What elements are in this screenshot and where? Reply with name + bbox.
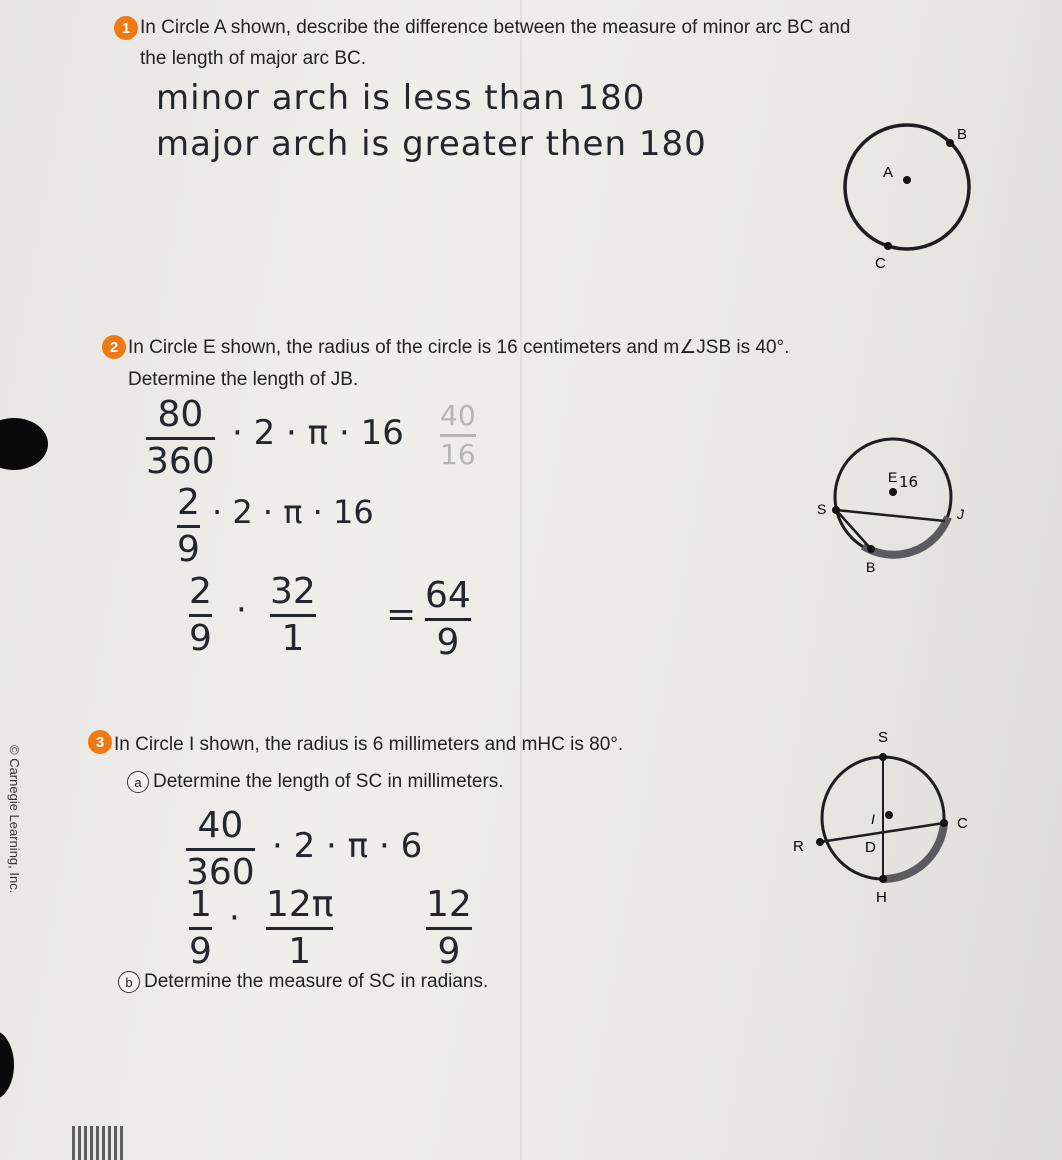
answer-1-line2: major arch is greater then 180 xyxy=(156,124,707,164)
frac-numerator: 40 xyxy=(197,805,244,846)
question-2-badge: 2 xyxy=(102,335,126,359)
work-2-equals: = xyxy=(386,594,417,635)
frac-bar xyxy=(266,927,333,930)
point-s xyxy=(879,753,887,761)
qr-code xyxy=(72,1126,124,1160)
work-3-line1-rest: · 2 · π · 6 xyxy=(272,826,423,866)
answer-1-line1: minor arch is less than 180 xyxy=(156,78,646,118)
point-r xyxy=(816,838,824,846)
question-1-badge: 1 xyxy=(114,16,138,40)
frac-bar xyxy=(189,927,212,930)
question-3-text: In Circle I shown, the radius is 6 millimeters and mHC is 80°. xyxy=(114,734,624,755)
circle-a-diagram xyxy=(835,115,995,275)
frac-numerator: 12 xyxy=(426,884,472,925)
work-3-frac-1-9 xyxy=(189,885,212,972)
circle-i-diagram xyxy=(785,720,985,920)
frac-bar xyxy=(270,614,316,617)
work-2-frac3-c xyxy=(425,576,471,663)
point-b xyxy=(867,545,875,553)
frac-denominator: 16 xyxy=(440,438,476,471)
question-2-text-line2: Determine the length of JB. xyxy=(128,369,359,390)
label-s: S xyxy=(878,729,889,746)
label-r: R xyxy=(793,838,804,855)
frac-denominator: 9 xyxy=(177,529,200,570)
question-2-text-line1: In Circle E shown, the radius of the circle is 16 centimeters and m∠JSB is 40°. xyxy=(128,337,790,358)
part-b-text: Determine the measure of SC in radians. xyxy=(144,971,489,992)
work-2-frac3-b xyxy=(270,572,316,659)
part-a-badge: a xyxy=(127,771,149,793)
point-s xyxy=(832,506,840,514)
copyright-side-text: © Carnegie Learning, Inc. xyxy=(7,745,22,894)
frac-bar xyxy=(440,434,476,437)
frac-numerator: 12π xyxy=(266,884,334,925)
frac-numerator: 1 xyxy=(189,884,212,925)
label-a: A xyxy=(883,164,894,181)
frac-denominator: 1 xyxy=(288,931,312,972)
work-3-dot: · xyxy=(229,898,240,938)
frac-numerator: 2 xyxy=(189,571,212,612)
center-e-point xyxy=(889,488,897,496)
frac-numerator: 64 xyxy=(425,575,471,616)
label-j: J xyxy=(957,506,964,522)
frac-denominator: 9 xyxy=(189,618,212,659)
work-3-frac-12-9 xyxy=(426,885,472,972)
frac-bar xyxy=(146,437,215,440)
binder-hole-bottom xyxy=(0,1030,14,1100)
label-e: E xyxy=(888,469,898,485)
frac-numerator: 80 xyxy=(157,394,204,435)
label-d: D xyxy=(865,839,876,856)
frac-denominator: 9 xyxy=(436,622,460,663)
frac-numerator: 32 xyxy=(270,571,316,612)
question-1-text-line2: the length of major arc BC. xyxy=(140,48,366,69)
question-1-text-line1: In Circle A shown, describe the difference between the measure of minor arc BC and xyxy=(140,17,851,38)
label-h: H xyxy=(876,889,887,906)
frac-numerator: 40 xyxy=(440,399,476,432)
frac-denominator: 360 xyxy=(186,852,255,893)
part-b-badge: b xyxy=(118,971,140,993)
label-i: I xyxy=(871,811,875,827)
frac-bar xyxy=(426,927,472,930)
frac-denominator: 9 xyxy=(437,931,461,972)
work-2-frac-80-360 xyxy=(146,395,215,482)
point-c xyxy=(884,242,892,250)
work-2-line1-rest: · 2 · π · 16 xyxy=(232,413,404,453)
center-i-point xyxy=(885,811,893,819)
work-3-frac-40-360 xyxy=(186,806,255,893)
label-s: S xyxy=(817,501,827,517)
frac-denominator: 9 xyxy=(189,931,212,972)
frac-bar xyxy=(189,614,212,617)
label-b: B xyxy=(866,559,876,575)
arc-jb xyxy=(863,517,948,555)
frac-numerator: 2 xyxy=(177,482,200,523)
frac-bar xyxy=(186,848,255,851)
work-2-frac-2-9 xyxy=(177,483,200,570)
work-2-faint-fraction xyxy=(440,400,476,471)
question-3-badge: 3 xyxy=(88,730,112,754)
frac-denominator: 1 xyxy=(281,618,305,659)
part-a-text: Determine the length of SC in millimeters. xyxy=(153,771,504,792)
center-a-point xyxy=(903,176,911,184)
circle-e-diagram xyxy=(805,435,995,585)
frac-bar xyxy=(425,618,471,621)
segment-sb xyxy=(836,510,871,549)
work-3-frac-12pi-1 xyxy=(266,885,333,972)
paper-fold xyxy=(520,0,522,1160)
point-h xyxy=(879,875,887,883)
binder-hole-top xyxy=(0,418,48,470)
segment-sj xyxy=(836,510,945,521)
work-2-dot: · xyxy=(236,590,247,630)
frac-denominator: 360 xyxy=(146,441,215,482)
label-c: C xyxy=(957,815,968,832)
work-2-line2-rest: · 2 · π · 16 xyxy=(212,493,374,531)
point-b xyxy=(946,139,954,147)
frac-bar xyxy=(177,525,200,528)
label-b: B xyxy=(957,126,968,143)
point-c xyxy=(940,819,948,827)
label-c: C xyxy=(875,255,886,272)
work-2-frac3-a xyxy=(189,572,212,659)
label-16: 16 xyxy=(899,473,919,491)
